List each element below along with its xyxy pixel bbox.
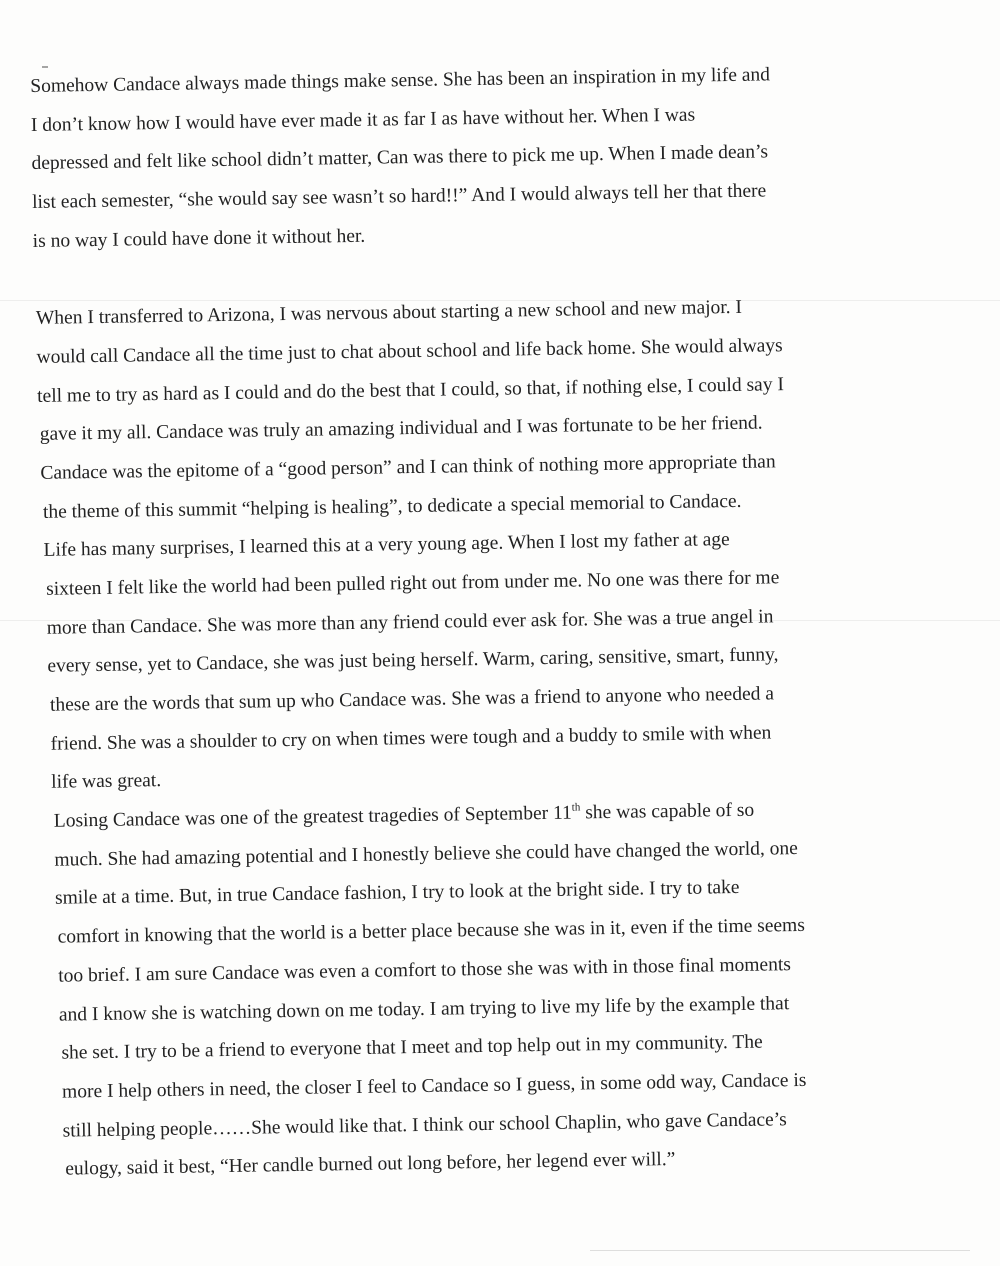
text-line: more I help others in need, the closer I feel to Candace so I guess, in some odd way, Candace is <box>61 1069 807 1103</box>
text-line: comfort in knowing that the world is a better place because she was in it, even if the time seems <box>57 915 806 948</box>
text-segment: she was capable of so <box>580 799 755 824</box>
text-line: these are the words that sum up who Candace was. She was a friend to anyone who needed a <box>49 683 775 716</box>
paragraph-3 <box>42 789 953 1190</box>
ordinal-superscript: th <box>571 801 581 814</box>
text-line: When I transferred to Arizona, I was nervous about starting a new school and new major. I <box>35 296 743 330</box>
text-line: gave it my all. Candace was truly an amazing individual and I was fortunate to be her friend. <box>39 412 763 446</box>
letter-body <box>30 54 953 1190</box>
text-line: Candace was the epitome of a “good person” and I can think of nothing more appropriate than <box>40 451 776 484</box>
text-segment: Losing Candace was one of the greatest tragedies of September 11 <box>53 802 572 832</box>
paragraph-1 <box>30 54 938 262</box>
text-line: the theme of this summit “helping is healing”, to dedicate a special memorial to Candace. <box>42 490 742 523</box>
text-line: sixteen I felt like the world had been pulled right out from under me. No one was there for me <box>46 567 780 600</box>
text-line: I don’t know how I would have ever made it as far I as have without her. When I was <box>30 104 696 136</box>
text-line: eulogy, said it best, “Her candle burned out long before, her legend ever will.” <box>65 1149 676 1180</box>
paragraph-2 <box>34 286 947 803</box>
text-line: and I know she is watching down on me today. I am trying to live my life by the example that <box>58 992 790 1026</box>
text-line: much. She had amazing potential and I honestly believe she could have changed the world, one <box>54 837 799 871</box>
text-line: friend. She was a shoulder to cry on when times were tough and a buddy to smile with when <box>50 722 772 755</box>
text-line: still helping people……She would like that. I think our school Chaplin, who gave Candace’s <box>62 1108 787 1142</box>
text-line: list each semester, “she would say see wasn’t so hard!!” And I would always tell her that there <box>31 180 767 214</box>
text-line: life was great. <box>51 770 162 794</box>
text-line: Somehow Candace always made things make sense. She has been an inspiration in my life and <box>30 64 771 97</box>
text-line: tell me to try as hard as I could and do the best that I could, so that, if nothing else, I could say I <box>36 373 785 407</box>
text-line: Life has many surprises, I learned this at a very young age. When I lost my father at age <box>43 529 730 562</box>
text-line: too brief. I am sure Candace was even a comfort to those she was with in those final moments <box>58 953 792 987</box>
text-line: is no way I could have done it without her. <box>32 225 366 252</box>
page-edge-shadow <box>590 1250 970 1251</box>
text-line: smile at a time. But, in true Candace fashion, I try to look at the bright side. I try to take <box>54 877 740 910</box>
text-line: would call Candace all the time just to chat about school and life back home. She would always <box>36 335 783 368</box>
text-line: more than Candace. She was more than any friend could ever ask for. She was a true angel in <box>46 606 774 639</box>
text-line: depressed and felt like school didn’t matter, Can was there to pick me up. When I made dean’s <box>31 141 769 175</box>
text-line: every sense, yet to Candace, she was just being herself. Warm, caring, sensitive, smart, funny, <box>47 644 779 678</box>
text-line: she set. I try to be a friend to everyone that I meet and top help out in my community. The <box>61 1031 763 1064</box>
